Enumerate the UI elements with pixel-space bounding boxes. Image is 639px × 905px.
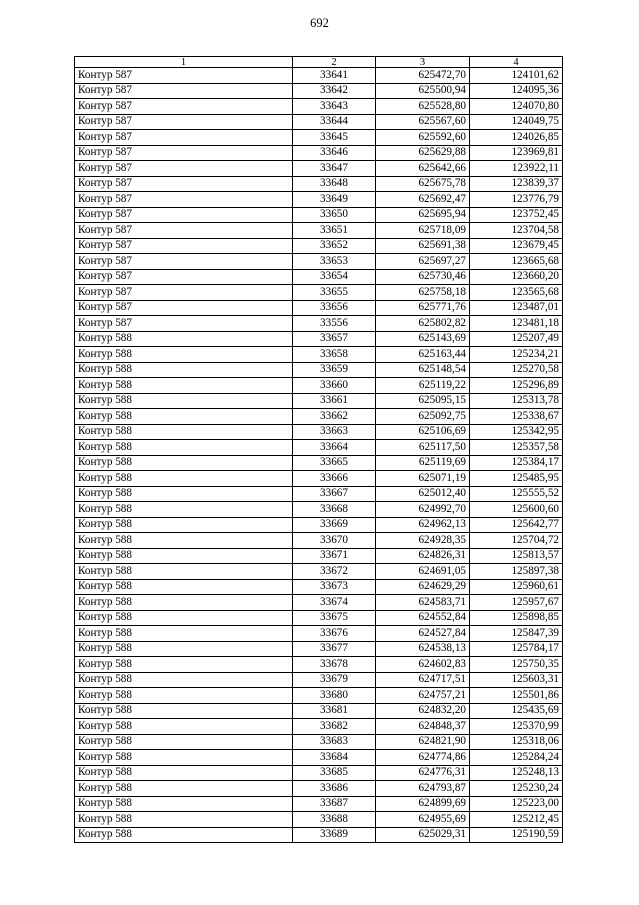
y-coordinate-cell: 125318,06	[470, 734, 563, 750]
y-coordinate-cell: 125313,78	[470, 393, 563, 409]
point-number-cell: 33659	[293, 362, 376, 378]
point-number-cell: 33641	[293, 68, 376, 84]
y-coordinate-cell: 123487,01	[470, 300, 563, 316]
point-number-cell: 33674	[293, 595, 376, 611]
point-number-cell: 33676	[293, 626, 376, 642]
point-number-cell: 33647	[293, 161, 376, 177]
y-coordinate-cell: 125207,49	[470, 331, 563, 347]
contour-name-cell: Контур 587	[75, 68, 293, 84]
y-coordinate-cell: 125370,99	[470, 719, 563, 735]
contour-name-cell: Контур 588	[75, 409, 293, 425]
y-coordinate-cell: 123704,58	[470, 223, 563, 239]
column-header: 2	[293, 57, 376, 68]
point-number-cell: 33689	[293, 827, 376, 843]
table-row	[75, 83, 563, 99]
y-coordinate-cell: 125642,77	[470, 517, 563, 533]
table-header-row	[75, 57, 563, 68]
y-coordinate-cell: 125212,45	[470, 812, 563, 828]
x-coordinate-cell: 625143,69	[376, 331, 470, 347]
point-number-cell: 33646	[293, 145, 376, 161]
point-number-cell: 33671	[293, 548, 376, 564]
table-row	[75, 99, 563, 115]
x-coordinate-cell: 625012,40	[376, 486, 470, 502]
table-row	[75, 393, 563, 409]
table-row	[75, 796, 563, 812]
y-coordinate-cell: 125603,31	[470, 672, 563, 688]
y-coordinate-cell: 125784,17	[470, 641, 563, 657]
table-row	[75, 688, 563, 704]
x-coordinate-cell: 624774,86	[376, 750, 470, 766]
table-row	[75, 734, 563, 750]
table-row	[75, 548, 563, 564]
contour-name-cell: Контур 588	[75, 796, 293, 812]
point-number-cell: 33650	[293, 207, 376, 223]
contour-name-cell: Контур 588	[75, 331, 293, 347]
x-coordinate-cell: 624955,69	[376, 812, 470, 828]
y-coordinate-cell: 123969,81	[470, 145, 563, 161]
x-coordinate-cell: 625117,50	[376, 440, 470, 456]
y-coordinate-cell: 123481,18	[470, 316, 563, 332]
y-coordinate-cell: 125501,86	[470, 688, 563, 704]
x-coordinate-cell: 625629,88	[376, 145, 470, 161]
x-coordinate-cell: 624527,84	[376, 626, 470, 642]
x-coordinate-cell: 624629,29	[376, 579, 470, 595]
contour-name-cell: Контур 587	[75, 254, 293, 270]
x-coordinate-cell: 625691,38	[376, 238, 470, 254]
page-number: 692	[310, 16, 329, 30]
contour-name-cell: Контур 587	[75, 285, 293, 301]
point-number-cell: 33662	[293, 409, 376, 425]
table-row	[75, 595, 563, 611]
table-row	[75, 269, 563, 285]
x-coordinate-cell: 624848,37	[376, 719, 470, 735]
contour-name-cell: Контур 588	[75, 424, 293, 440]
y-coordinate-cell: 125435,69	[470, 703, 563, 719]
contour-name-cell: Контур 588	[75, 734, 293, 750]
y-coordinate-cell: 125384,17	[470, 455, 563, 471]
table-row	[75, 471, 563, 487]
point-number-cell: 33664	[293, 440, 376, 456]
table-row	[75, 564, 563, 580]
contour-name-cell: Контур 588	[75, 378, 293, 394]
table-row	[75, 579, 563, 595]
table-row	[75, 703, 563, 719]
column-header: 3	[376, 57, 470, 68]
contour-name-cell: Контур 588	[75, 812, 293, 828]
table-row	[75, 750, 563, 766]
x-coordinate-cell: 625148,54	[376, 362, 470, 378]
table-row	[75, 378, 563, 394]
point-number-cell: 33680	[293, 688, 376, 704]
table-row	[75, 409, 563, 425]
y-coordinate-cell: 123922,11	[470, 161, 563, 177]
x-coordinate-cell: 625642,66	[376, 161, 470, 177]
contour-name-cell: Контур 587	[75, 130, 293, 146]
table-row	[75, 114, 563, 130]
table-row	[75, 176, 563, 192]
table-row	[75, 502, 563, 518]
coordinates-table	[74, 56, 563, 843]
x-coordinate-cell: 624552,84	[376, 610, 470, 626]
contour-name-cell: Контур 588	[75, 703, 293, 719]
x-coordinate-cell: 625029,31	[376, 827, 470, 843]
y-coordinate-cell: 125957,67	[470, 595, 563, 611]
y-coordinate-cell: 125704,72	[470, 533, 563, 549]
point-number-cell: 33652	[293, 238, 376, 254]
contour-name-cell: Контур 588	[75, 362, 293, 378]
contour-name-cell: Контур 588	[75, 502, 293, 518]
point-number-cell: 33556	[293, 316, 376, 332]
x-coordinate-cell: 625675,78	[376, 176, 470, 192]
x-coordinate-cell: 624717,51	[376, 672, 470, 688]
table-row	[75, 347, 563, 363]
contour-name-cell: Контур 587	[75, 192, 293, 208]
x-coordinate-cell: 625730,46	[376, 269, 470, 285]
table-row	[75, 300, 563, 316]
contour-name-cell: Контур 588	[75, 781, 293, 797]
x-coordinate-cell: 625567,60	[376, 114, 470, 130]
y-coordinate-cell: 125897,38	[470, 564, 563, 580]
contour-name-cell: Контур 587	[75, 269, 293, 285]
table-row	[75, 765, 563, 781]
y-coordinate-cell: 124070,80	[470, 99, 563, 115]
point-number-cell: 33677	[293, 641, 376, 657]
contour-name-cell: Контур 588	[75, 579, 293, 595]
y-coordinate-cell: 125270,58	[470, 362, 563, 378]
point-number-cell: 33678	[293, 657, 376, 673]
contour-name-cell: Контур 588	[75, 750, 293, 766]
contour-name-cell: Контур 588	[75, 486, 293, 502]
table-row	[75, 610, 563, 626]
x-coordinate-cell: 625802,82	[376, 316, 470, 332]
table-row	[75, 223, 563, 239]
x-coordinate-cell: 625592,60	[376, 130, 470, 146]
y-coordinate-cell: 125230,24	[470, 781, 563, 797]
point-number-cell: 33687	[293, 796, 376, 812]
x-coordinate-cell: 625095,15	[376, 393, 470, 409]
table-row	[75, 455, 563, 471]
y-coordinate-cell: 125248,13	[470, 765, 563, 781]
point-number-cell: 33684	[293, 750, 376, 766]
y-coordinate-cell: 125357,58	[470, 440, 563, 456]
x-coordinate-cell: 625106,69	[376, 424, 470, 440]
x-coordinate-cell: 625119,22	[376, 378, 470, 394]
contour-name-cell: Контур 587	[75, 316, 293, 332]
table-row	[75, 440, 563, 456]
x-coordinate-cell: 625472,70	[376, 68, 470, 84]
contour-name-cell: Контур 587	[75, 223, 293, 239]
table-row	[75, 827, 563, 843]
table-row	[75, 316, 563, 332]
table-row	[75, 424, 563, 440]
y-coordinate-cell: 125555,52	[470, 486, 563, 502]
x-coordinate-cell: 625092,75	[376, 409, 470, 425]
contour-name-cell: Контур 587	[75, 176, 293, 192]
y-coordinate-cell: 125338,67	[470, 409, 563, 425]
y-coordinate-cell: 125284,24	[470, 750, 563, 766]
y-coordinate-cell: 124049,75	[470, 114, 563, 130]
y-coordinate-cell: 123660,20	[470, 269, 563, 285]
x-coordinate-cell: 624538,13	[376, 641, 470, 657]
point-number-cell: 33672	[293, 564, 376, 580]
y-coordinate-cell: 123565,68	[470, 285, 563, 301]
point-number-cell: 33658	[293, 347, 376, 363]
point-number-cell: 33670	[293, 533, 376, 549]
table-row	[75, 781, 563, 797]
point-number-cell: 33679	[293, 672, 376, 688]
y-coordinate-cell: 125750,35	[470, 657, 563, 673]
y-coordinate-cell: 124095,36	[470, 83, 563, 99]
point-number-cell: 33648	[293, 176, 376, 192]
contour-name-cell: Контур 588	[75, 347, 293, 363]
x-coordinate-cell: 625163,44	[376, 347, 470, 363]
y-coordinate-cell: 125342,95	[470, 424, 563, 440]
contour-name-cell: Контур 588	[75, 672, 293, 688]
contour-name-cell: Контур 587	[75, 83, 293, 99]
x-coordinate-cell: 625771,76	[376, 300, 470, 316]
point-number-cell: 33645	[293, 130, 376, 146]
table-row	[75, 285, 563, 301]
point-number-cell: 33688	[293, 812, 376, 828]
point-number-cell: 33649	[293, 192, 376, 208]
x-coordinate-cell: 625071,19	[376, 471, 470, 487]
table-row	[75, 207, 563, 223]
table-row	[75, 517, 563, 533]
point-number-cell: 33653	[293, 254, 376, 270]
contour-name-cell: Контур 588	[75, 719, 293, 735]
contour-name-cell: Контур 587	[75, 99, 293, 115]
x-coordinate-cell: 625500,94	[376, 83, 470, 99]
table-row	[75, 626, 563, 642]
x-coordinate-cell: 624757,21	[376, 688, 470, 704]
table-row	[75, 641, 563, 657]
table-row	[75, 672, 563, 688]
y-coordinate-cell: 125600,60	[470, 502, 563, 518]
point-number-cell: 33651	[293, 223, 376, 239]
x-coordinate-cell: 624826,31	[376, 548, 470, 564]
contour-name-cell: Контур 588	[75, 595, 293, 611]
point-number-cell: 33681	[293, 703, 376, 719]
contour-name-cell: Контур 587	[75, 161, 293, 177]
contour-name-cell: Контур 588	[75, 517, 293, 533]
table-row	[75, 238, 563, 254]
y-coordinate-cell: 123839,37	[470, 176, 563, 192]
point-number-cell: 33643	[293, 99, 376, 115]
point-number-cell: 33682	[293, 719, 376, 735]
table-row	[75, 145, 563, 161]
y-coordinate-cell: 123752,45	[470, 207, 563, 223]
x-coordinate-cell: 624691,05	[376, 564, 470, 580]
contour-name-cell: Контур 588	[75, 610, 293, 626]
contour-name-cell: Контур 588	[75, 657, 293, 673]
contour-name-cell: Контур 587	[75, 238, 293, 254]
x-coordinate-cell: 624899,69	[376, 796, 470, 812]
contour-name-cell: Контур 588	[75, 688, 293, 704]
column-header: 1	[75, 57, 293, 68]
table-row	[75, 254, 563, 270]
x-coordinate-cell: 624793,87	[376, 781, 470, 797]
point-number-cell: 33661	[293, 393, 376, 409]
y-coordinate-cell: 123665,68	[470, 254, 563, 270]
x-coordinate-cell: 625758,18	[376, 285, 470, 301]
point-number-cell: 33668	[293, 502, 376, 518]
column-header: 4	[470, 57, 563, 68]
point-number-cell: 33686	[293, 781, 376, 797]
contour-name-cell: Контур 588	[75, 765, 293, 781]
y-coordinate-cell: 125847,39	[470, 626, 563, 642]
y-coordinate-cell: 124101,62	[470, 68, 563, 84]
y-coordinate-cell: 125898,85	[470, 610, 563, 626]
x-coordinate-cell: 625119,69	[376, 455, 470, 471]
x-coordinate-cell: 625697,27	[376, 254, 470, 270]
point-number-cell: 33654	[293, 269, 376, 285]
contour-name-cell: Контур 587	[75, 114, 293, 130]
point-number-cell: 33644	[293, 114, 376, 130]
point-number-cell: 33660	[293, 378, 376, 394]
contour-name-cell: Контур 588	[75, 564, 293, 580]
y-coordinate-cell: 123679,45	[470, 238, 563, 254]
point-number-cell: 33657	[293, 331, 376, 347]
contour-name-cell: Контур 588	[75, 626, 293, 642]
contour-name-cell: Контур 587	[75, 207, 293, 223]
y-coordinate-cell: 125234,21	[470, 347, 563, 363]
y-coordinate-cell: 125223,00	[470, 796, 563, 812]
table-row	[75, 192, 563, 208]
point-number-cell: 33669	[293, 517, 376, 533]
contour-name-cell: Контур 588	[75, 548, 293, 564]
contour-name-cell: Контур 588	[75, 533, 293, 549]
y-coordinate-cell: 123776,79	[470, 192, 563, 208]
table-body	[75, 68, 563, 843]
y-coordinate-cell: 125190,59	[470, 827, 563, 843]
contour-name-cell: Контур 588	[75, 471, 293, 487]
table-row	[75, 812, 563, 828]
point-number-cell: 33655	[293, 285, 376, 301]
contour-name-cell: Контур 587	[75, 300, 293, 316]
table-row	[75, 161, 563, 177]
y-coordinate-cell: 125813,57	[470, 548, 563, 564]
point-number-cell: 33642	[293, 83, 376, 99]
table-row	[75, 719, 563, 735]
y-coordinate-cell: 125296,89	[470, 378, 563, 394]
point-number-cell: 33683	[293, 734, 376, 750]
point-number-cell: 33685	[293, 765, 376, 781]
contour-name-cell: Контур 588	[75, 455, 293, 471]
x-coordinate-cell: 624776,31	[376, 765, 470, 781]
point-number-cell: 33663	[293, 424, 376, 440]
x-coordinate-cell: 624602,83	[376, 657, 470, 673]
table-row	[75, 68, 563, 84]
x-coordinate-cell: 624583,71	[376, 595, 470, 611]
point-number-cell: 33675	[293, 610, 376, 626]
x-coordinate-cell: 625528,80	[376, 99, 470, 115]
table-row	[75, 362, 563, 378]
x-coordinate-cell: 625695,94	[376, 207, 470, 223]
table-row	[75, 486, 563, 502]
y-coordinate-cell: 125960,61	[470, 579, 563, 595]
contour-name-cell: Контур 588	[75, 393, 293, 409]
x-coordinate-cell: 624928,35	[376, 533, 470, 549]
x-coordinate-cell: 624992,70	[376, 502, 470, 518]
y-coordinate-cell: 124026,85	[470, 130, 563, 146]
x-coordinate-cell: 624962,13	[376, 517, 470, 533]
x-coordinate-cell: 625718,09	[376, 223, 470, 239]
table-row	[75, 130, 563, 146]
table-row	[75, 331, 563, 347]
y-coordinate-cell: 125485,95	[470, 471, 563, 487]
point-number-cell: 33673	[293, 579, 376, 595]
contour-name-cell: Контур 588	[75, 827, 293, 843]
x-coordinate-cell: 625692,47	[376, 192, 470, 208]
point-number-cell: 33656	[293, 300, 376, 316]
point-number-cell: 33666	[293, 471, 376, 487]
contour-name-cell: Контур 588	[75, 440, 293, 456]
x-coordinate-cell: 624832,20	[376, 703, 470, 719]
point-number-cell: 33665	[293, 455, 376, 471]
table-row	[75, 657, 563, 673]
x-coordinate-cell: 624821,90	[376, 734, 470, 750]
contour-name-cell: Контур 588	[75, 641, 293, 657]
point-number-cell: 33667	[293, 486, 376, 502]
contour-name-cell: Контур 587	[75, 145, 293, 161]
table-row	[75, 533, 563, 549]
